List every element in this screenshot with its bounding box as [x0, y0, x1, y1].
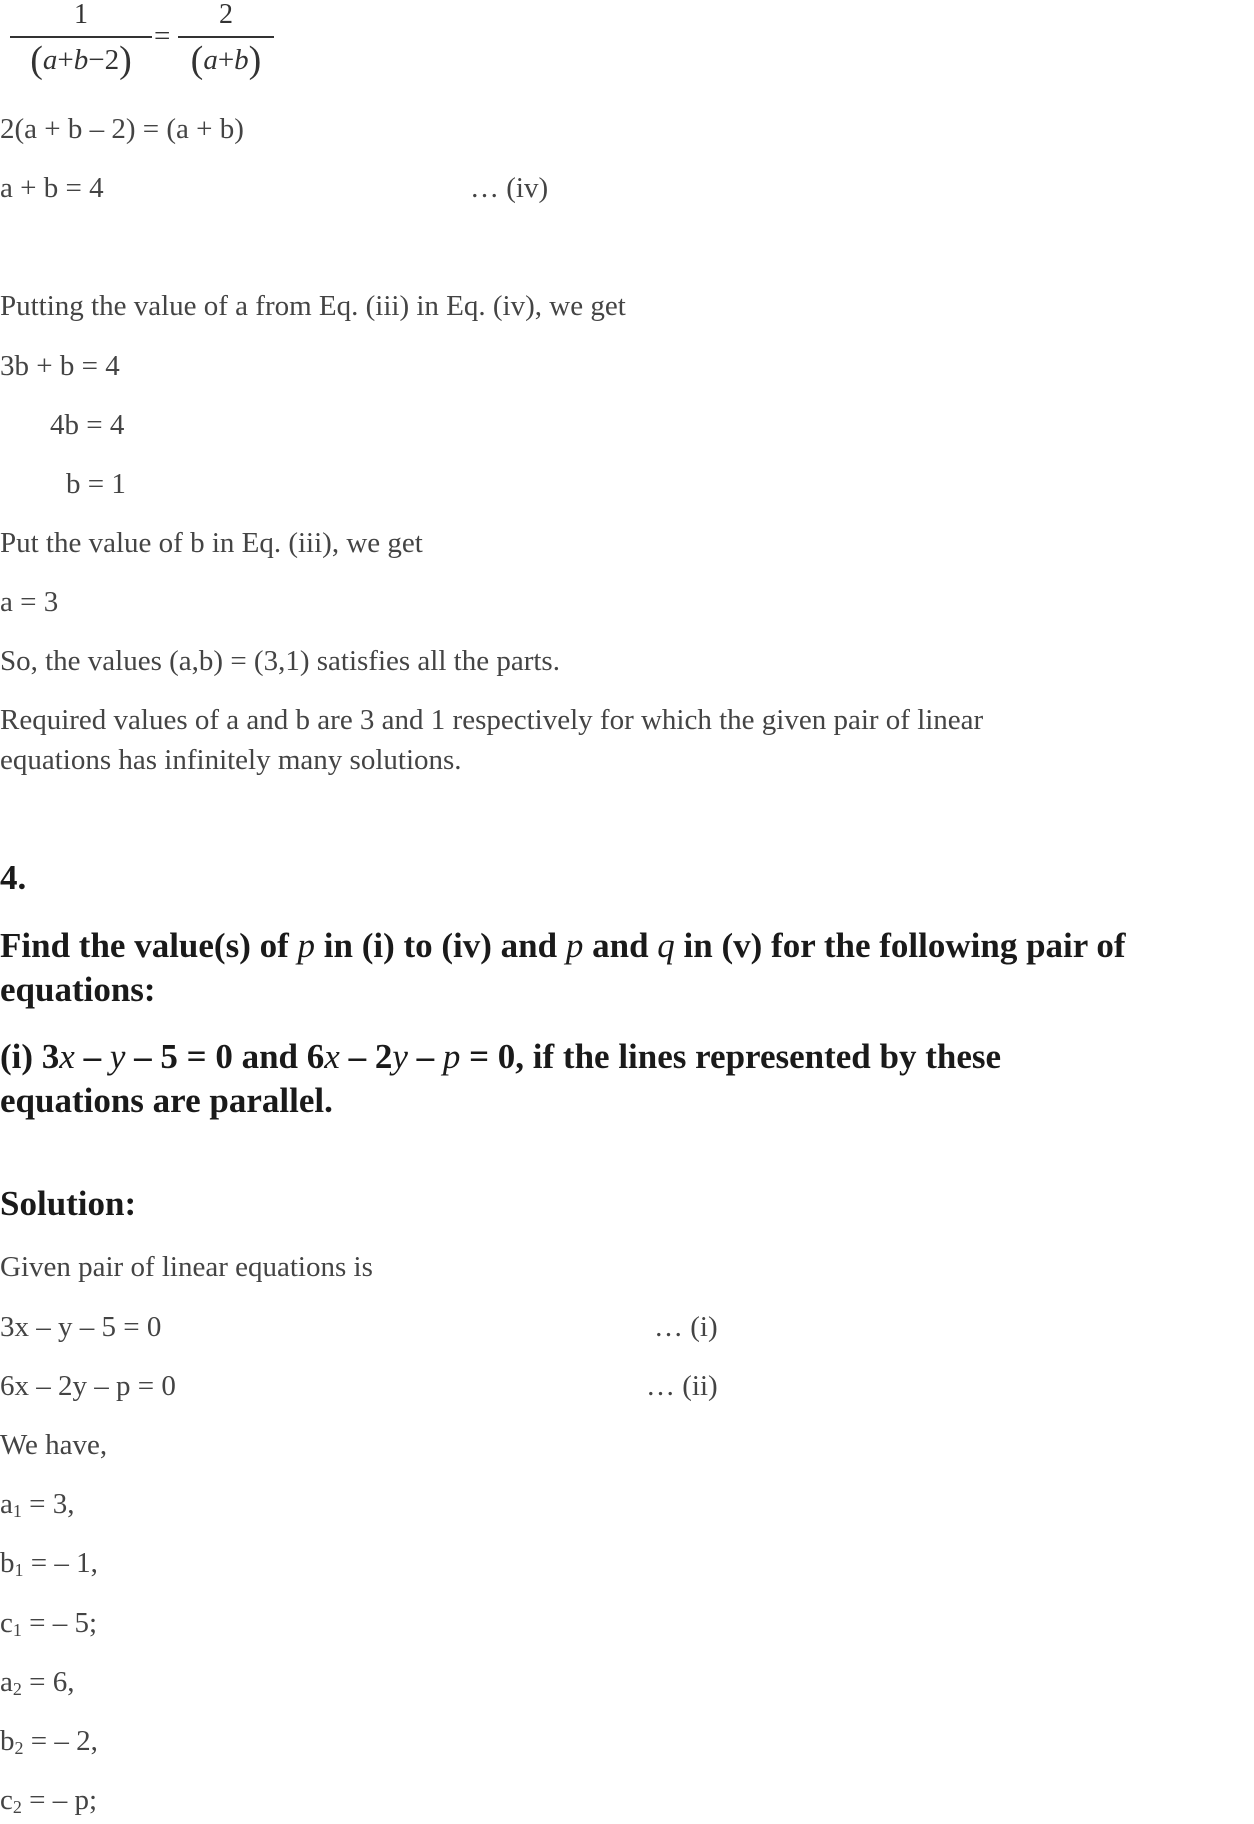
text: – 2 [339, 1037, 393, 1076]
equation-tag: … (iv) [470, 172, 549, 204]
var-x: x [59, 1037, 75, 1076]
text: Find the value(s) of [0, 926, 298, 965]
equation-line: a = 3 [0, 586, 59, 618]
subscript: 2 [12, 1679, 22, 1699]
text: (i) 3 [0, 1037, 60, 1076]
coefficient-a2 [0, 1665, 74, 1706]
var-b: b [73, 44, 89, 76]
fraction-left-bar [10, 36, 152, 38]
text-line: Putting the value of a from Eq. (iii) in Eq. (iv), we get [0, 290, 626, 322]
text: in (v) for the following pair of [674, 926, 1126, 965]
text: c [0, 1784, 13, 1816]
text-line: Given pair of linear equations is [0, 1251, 373, 1283]
text: = – 2, [23, 1725, 98, 1757]
var-a: a [42, 44, 58, 76]
text: – [74, 1037, 110, 1076]
text-paragraph-line: Required values of a and b are 3 and 1 respectively for which the given pair of linear [0, 704, 984, 736]
equation-line: 3b + b = 4 [0, 350, 120, 382]
var-y: y [392, 1037, 408, 1076]
subscript: 1 [12, 1620, 22, 1640]
subscript: 1 [14, 1560, 24, 1580]
coefficient-b1 [0, 1546, 98, 1587]
subscript: 2 [12, 1797, 22, 1817]
equation-tag: … (ii) [646, 1370, 718, 1402]
var-b: b [234, 44, 249, 76]
coefficient-c2 [0, 1783, 97, 1824]
equation-line: 6x – 2y – p = 0 [0, 1370, 176, 1402]
coefficient-c1 [0, 1606, 97, 1647]
var-p: p [442, 1037, 461, 1076]
text-line: We have, [0, 1429, 108, 1461]
text: = 6, [21, 1666, 75, 1698]
equation-line: 3x – y – 5 = 0 [0, 1311, 162, 1343]
text: in (i) to (iv) and [315, 926, 566, 965]
equation-line: a + b = 4 [0, 172, 104, 204]
text-line: Put the value of b in Eq. (iii), we get [0, 527, 423, 559]
subscript: 2 [14, 1738, 24, 1758]
fraction-right-denominator: (a+b) [190, 39, 262, 81]
equation-line: 4b = 4 [50, 409, 125, 441]
equation-tag: … (i) [654, 1311, 718, 1343]
fraction-left-denominator: (a+b−2) [30, 39, 132, 81]
fraction-left-numerator: 1 [74, 0, 88, 30]
text: b [0, 1725, 15, 1757]
question-part-i [0, 1035, 1001, 1079]
coefficient-a1 [0, 1487, 74, 1528]
fraction-right-numerator: 2 [219, 0, 233, 30]
text-line: So, the values (a,b) = (3,1) satisfies all the parts. [0, 645, 560, 677]
text: b [0, 1547, 15, 1579]
text: = 0, if the lines represented by these [460, 1037, 1002, 1076]
const-2: 2 [104, 44, 120, 76]
var-a: a [203, 44, 218, 76]
text: – 5 = 0 and 6 [125, 1037, 325, 1076]
text: c [0, 1607, 13, 1639]
text-paragraph [0, 700, 983, 780]
equation-line: b = 1 [66, 468, 126, 500]
text-paragraph-line: equations has infinitely many solutions. [0, 744, 462, 776]
text: a [0, 1488, 13, 1520]
solution-heading: Solution: [0, 1184, 137, 1223]
var-p: p [565, 926, 584, 965]
text: a [0, 1666, 13, 1698]
question-number: 4. [0, 858, 27, 897]
text: and [583, 926, 658, 965]
text: = – 1, [23, 1547, 98, 1579]
question-text-line [0, 924, 1126, 968]
text: = – 5; [21, 1607, 98, 1639]
var-x: x [324, 1037, 340, 1076]
text: – [407, 1037, 443, 1076]
fraction-equals: = [154, 20, 171, 52]
text: = – p; [21, 1784, 98, 1816]
var-y: y [109, 1037, 126, 1076]
subscript: 1 [12, 1501, 22, 1521]
equation-line: 2(a + b – 2) = (a + b) [0, 113, 244, 145]
coefficient-b2 [0, 1724, 98, 1765]
var-q: q [657, 926, 675, 965]
fraction-right-bar [178, 36, 274, 38]
question-part-i-line: equations are parallel. [0, 1081, 333, 1120]
question-text-line: equations: [0, 970, 156, 1009]
text: = 3, [21, 1488, 75, 1520]
var-p: p [297, 926, 315, 965]
